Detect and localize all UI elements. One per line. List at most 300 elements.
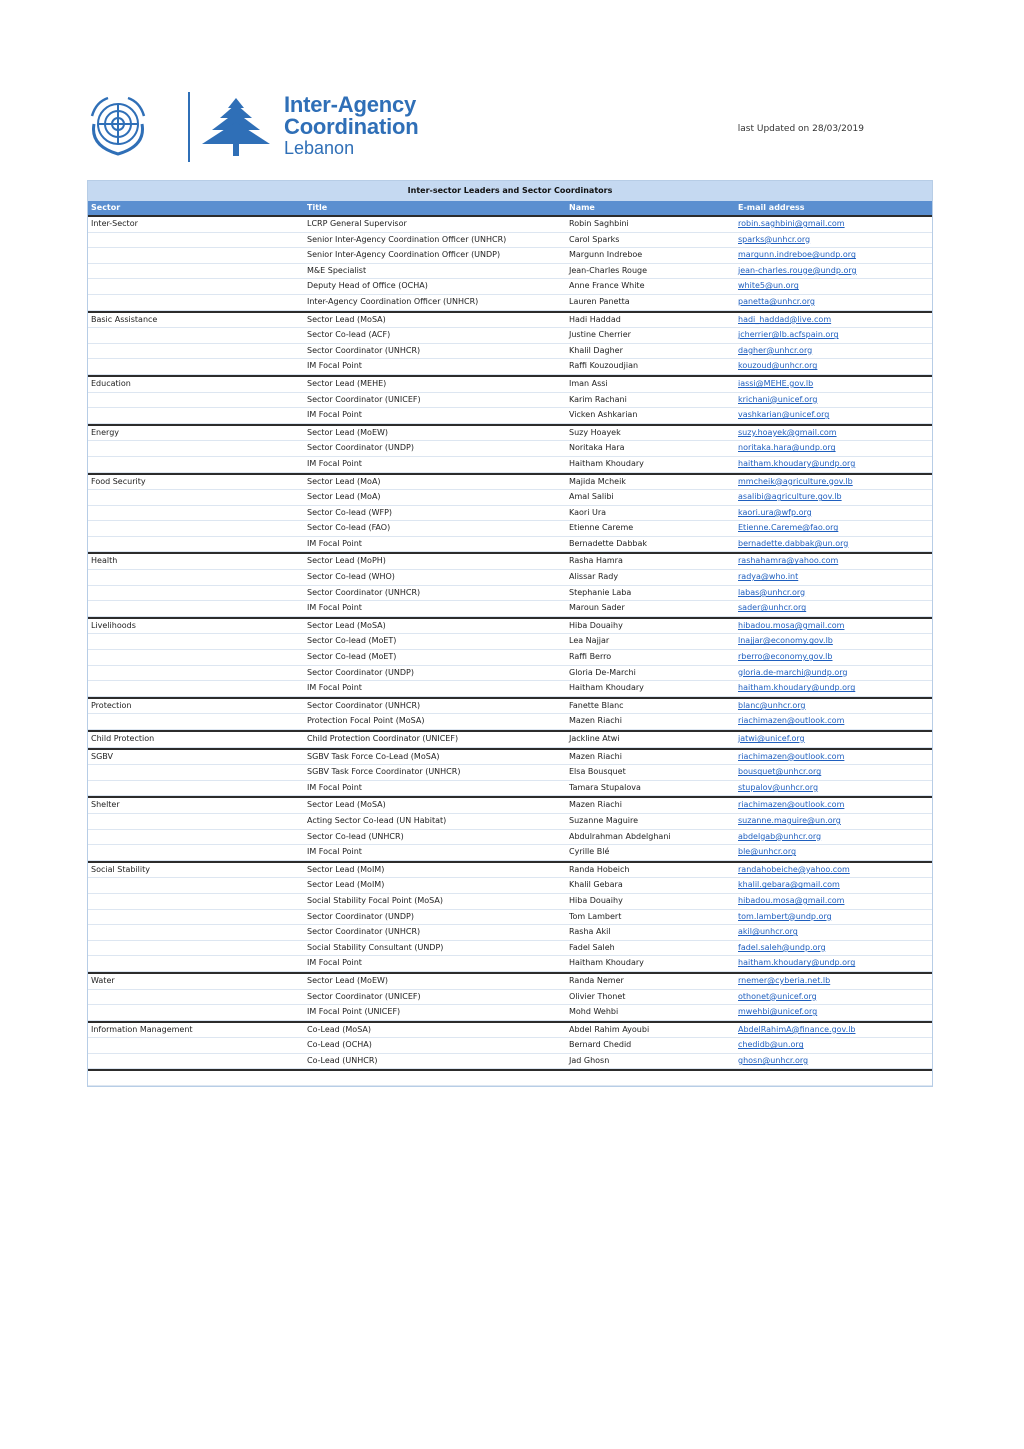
cell-email: [736, 264, 932, 279]
cell-sector: [88, 650, 304, 665]
cell-sector: [88, 894, 304, 909]
table-row: [88, 730, 932, 748]
table-row: [88, 990, 932, 1006]
cell-sector: [88, 586, 304, 601]
cell-name: Mohd Wehbi: [569, 1007, 619, 1017]
email-link[interactable]: kaori.ura@wfp.org: [738, 507, 812, 517]
cell-name: Bernadette Dabbak: [569, 538, 648, 548]
email-link[interactable]: labas@unhcr.org: [738, 587, 806, 597]
cell-email: [736, 1054, 932, 1069]
contacts-table: [87, 180, 933, 1087]
email-link[interactable]: akil@unhcr.org: [738, 927, 798, 937]
table-row: [88, 666, 932, 682]
email-link[interactable]: ghosn@unhcr.org: [738, 1055, 809, 1065]
table-row: [88, 490, 932, 506]
cell-sector: [88, 295, 304, 310]
cell-title: Co-Lead (OCHA): [307, 1040, 372, 1050]
cell-sector: [88, 521, 304, 536]
cell-title: M&E Specialist: [307, 265, 367, 275]
cell-email: [736, 601, 932, 616]
cell-title: Sector Co-lead (MoET): [307, 652, 397, 662]
email-link[interactable]: panetta@unhcr.org: [738, 296, 815, 306]
table-row: [88, 910, 932, 926]
cell-name: Abdel Rahim Ayoubi: [569, 1024, 650, 1034]
cell-email: [736, 408, 932, 423]
cell-email: [736, 974, 932, 989]
cell-email: [736, 666, 932, 681]
email-link[interactable]: lnajjar@economy.gov.lb: [738, 636, 833, 646]
table-row: [88, 521, 932, 537]
cell-title: IM Focal Point: [307, 361, 362, 371]
cell-sector: [88, 666, 304, 681]
email-link[interactable]: margunn.indreboe@undp.org: [738, 250, 856, 260]
cell-title: Child Protection Coordinator (UNICEF): [307, 734, 459, 743]
cell-sector: [88, 878, 304, 893]
table-row: [88, 424, 932, 442]
cell-title: Sector Lead (MoIM): [307, 864, 385, 874]
cell-email: [736, 798, 932, 813]
cell-name: Robin Saghbini: [569, 219, 629, 228]
email-link[interactable]: Etienne.Careme@fao.org: [738, 523, 839, 533]
cell-email: [736, 441, 932, 456]
cell-sector: [88, 408, 304, 423]
cell-name: Raffi Berro: [569, 652, 612, 662]
table-row: [88, 408, 932, 424]
cell-sector: [88, 956, 304, 971]
cell-sector: [88, 1054, 304, 1069]
cell-title: Sector Coordinator (UNHCR): [307, 345, 421, 355]
cell-sector: [88, 681, 304, 696]
cell-name: Olivier Thonet: [569, 991, 626, 1001]
email-link[interactable]: suzy.hoayek@gmail.com: [738, 427, 837, 437]
table-row: [88, 344, 932, 360]
email-link[interactable]: rberro@economy.gov.lb: [738, 652, 833, 662]
table-row: [88, 972, 932, 990]
cell-email: [736, 845, 932, 860]
cell-sector: SGBV: [91, 751, 113, 761]
cell-sector: [88, 344, 304, 359]
cell-title: Sector Co-lead (FAO): [307, 523, 391, 533]
cell-email: [736, 233, 932, 248]
table-row: [88, 956, 932, 972]
email-link[interactable]: rashahamra@yahoo.com: [738, 556, 839, 566]
cell-email: [736, 650, 932, 665]
email-link[interactable]: asalibi@agriculture.gov.lb: [738, 492, 842, 502]
cell-email: [736, 426, 932, 441]
cell-sector: Food Security: [91, 476, 146, 486]
cell-name: Alissar Rady: [569, 572, 619, 582]
cell-sector: Inter-Sector: [91, 219, 138, 228]
email-link[interactable]: AbdelRahimA@finance.gov.lb: [738, 1024, 856, 1034]
cell-title: Sector Coordinator (UNHCR): [307, 587, 421, 597]
table-row: [88, 830, 932, 846]
cell-sector: [88, 941, 304, 956]
email-link[interactable]: abdelgab@unhcr.org: [738, 831, 822, 841]
table-row: [88, 359, 932, 375]
email-link[interactable]: suzanne.maguire@un.org: [738, 815, 841, 825]
cell-sector: [88, 1038, 304, 1053]
cell-sector: [88, 570, 304, 585]
cell-email: [736, 941, 932, 956]
cell-title: IM Focal Point: [307, 538, 362, 548]
email-link[interactable]: sader@unhcr.org: [738, 603, 807, 613]
brand-line-1: Inter-Agency: [284, 92, 417, 117]
cell-title: Sector Coordinator (UNDP): [307, 667, 414, 677]
cell-name: Haitham Khoudary: [569, 683, 644, 693]
cell-sector: Health: [91, 556, 118, 566]
cell-sector: [88, 601, 304, 616]
email-link[interactable]: mwehbi@unicef.org: [738, 1007, 818, 1017]
email-link[interactable]: white5@un.org: [738, 281, 799, 291]
cell-name: Lauren Panetta: [569, 296, 630, 306]
cell-name: Noritaka Hara: [569, 443, 625, 453]
cell-title: Inter-Agency Coordination Officer (UNHCR): [307, 296, 479, 306]
email-link[interactable]: iassi@MEHE.gov.lb: [738, 378, 814, 388]
cell-email: [736, 830, 932, 845]
cell-title: SGBV Task Force Coordinator (UNHCR): [307, 767, 461, 777]
cell-title: IM Focal Point: [307, 410, 362, 420]
table-row: [88, 311, 932, 329]
email-link[interactable]: bernadette.dabbak@un.org: [738, 538, 849, 548]
table-row: [88, 765, 932, 781]
cell-name: Amal Salibi: [569, 492, 614, 502]
table-body: [88, 215, 932, 1086]
cell-email: [736, 765, 932, 780]
cell-name: Abdulrahman Abdelghani: [569, 831, 671, 841]
table-row: [88, 473, 932, 491]
email-link[interactable]: gloria.de-marchi@undp.org: [738, 667, 848, 677]
cell-email: [736, 863, 932, 878]
email-link[interactable]: chedidb@un.org: [738, 1040, 804, 1050]
table-row: [88, 814, 932, 830]
cell-name: Etienne Careme: [569, 523, 634, 533]
table-row: [88, 233, 932, 249]
email-link[interactable]: othonet@unicef.org: [738, 991, 817, 1001]
cell-sector: Child Protection: [91, 734, 155, 743]
cell-name: Jean-Charles Rouge: [569, 265, 648, 275]
cell-title: Protection Focal Point (MoSA): [307, 716, 425, 726]
cell-name: Tom Lambert: [569, 911, 622, 921]
cell-title: Sector Lead (MoA): [307, 492, 381, 502]
cell-email: [736, 248, 932, 263]
email-link[interactable]: jatwi@unicef.org: [738, 734, 805, 743]
email-link[interactable]: haitham.khoudary@undp.org: [738, 458, 856, 468]
cell-name: Randa Nemer: [569, 975, 624, 985]
cell-email: [736, 586, 932, 601]
cell-sector: Livelihoods: [91, 620, 136, 630]
cell-email: [736, 925, 932, 940]
un-emblem-icon: [86, 94, 150, 158]
table-row: [88, 570, 932, 586]
cell-title: Sector Lead (MoEW): [307, 975, 389, 985]
cell-sector: [88, 490, 304, 505]
table-row: [88, 894, 932, 910]
cell-name: Cyrille Blé: [569, 847, 610, 857]
cell-title: Sector Co-lead (MoET): [307, 636, 397, 646]
cell-name: Fanette Blanc: [569, 700, 624, 710]
table-row: [88, 215, 932, 233]
cell-email: [736, 377, 932, 392]
cell-name: Rasha Akil: [569, 927, 611, 937]
table-row: [88, 845, 932, 861]
cell-name: Justine Cherrier: [569, 330, 631, 340]
email-link[interactable]: dagher@unhcr.org: [738, 345, 813, 355]
table-row: [88, 506, 932, 522]
cell-title: Sector Coordinator (UNDP): [307, 443, 414, 453]
cell-email: [736, 359, 932, 374]
cell-title: Sector Co-lead (ACF): [307, 330, 391, 340]
cell-name: Rasha Hamra: [569, 556, 623, 566]
table-row: [88, 537, 932, 553]
cell-sector: [88, 765, 304, 780]
cell-title: Co-Lead (UNHCR): [307, 1055, 378, 1065]
email-link[interactable]: haitham.khoudary@undp.org: [738, 958, 856, 968]
email-link[interactable]: hibadou.mosa@gmail.com: [738, 895, 845, 905]
cell-email: [736, 521, 932, 536]
email-link[interactable]: ble@unhcr.org: [738, 847, 797, 857]
cell-name: Majida Mcheik: [569, 476, 626, 486]
table-row: [88, 295, 932, 311]
cell-name: Haitham Khoudary: [569, 958, 644, 968]
table-row: [88, 1021, 932, 1039]
email-link[interactable]: krichani@unicef.org: [738, 394, 818, 404]
cell-name: Suzy Hoayek: [569, 427, 621, 437]
cell-email: [736, 878, 932, 893]
cell-title: Acting Sector Co-lead (UN Habitat): [307, 815, 447, 825]
cell-title: Social Stability Consultant (UNDP): [307, 942, 444, 952]
cell-sector: [88, 830, 304, 845]
cell-email: [736, 475, 932, 490]
cell-name: Vicken Ashkarian: [569, 410, 638, 420]
email-link[interactable]: robin.saghbini@gmail.com: [738, 219, 845, 228]
page-header: [86, 90, 936, 170]
cell-title: Co-Lead (MoSA): [307, 1024, 372, 1034]
email-link[interactable]: radya@who.int: [738, 572, 799, 582]
cell-sector: [88, 264, 304, 279]
cell-email: [736, 554, 932, 569]
cedar-tree-icon: [200, 96, 272, 158]
cell-sector: [88, 506, 304, 521]
cell-email: [736, 537, 932, 552]
cell-email: [736, 956, 932, 971]
cell-email: [736, 814, 932, 829]
email-link[interactable]: mmcheik@agriculture.gov.lb: [738, 476, 853, 486]
table-row: [88, 457, 932, 473]
cell-email: [736, 393, 932, 408]
cell-sector: Information Management: [91, 1024, 193, 1034]
column-header-title: Title: [307, 203, 328, 212]
table-header-row: [88, 201, 932, 215]
cell-name: Karim Rachani: [569, 394, 627, 404]
email-link[interactable]: vashkarian@unicef.org: [738, 410, 830, 420]
email-link[interactable]: rnemer@cyberia.net.lb: [738, 975, 831, 985]
email-link[interactable]: noritaka.hara@undp.org: [738, 443, 836, 453]
email-link[interactable]: khalil.gebara@gmail.com: [738, 880, 840, 890]
cell-sector: [88, 233, 304, 248]
email-link[interactable]: kouzoud@unhcr.org: [738, 361, 818, 371]
cell-sector: [88, 441, 304, 456]
table-row: [88, 941, 932, 957]
email-link[interactable]: tom.lambert@undp.org: [738, 911, 832, 921]
cell-name: Randa Hobeich: [569, 864, 630, 874]
cell-sector: [88, 393, 304, 408]
table-row: [88, 1005, 932, 1021]
email-link[interactable]: bousquet@unhcr.org: [738, 767, 822, 777]
cell-title: Sector Coordinator (UNHCR): [307, 927, 421, 937]
cell-name: Carol Sparks: [569, 234, 620, 244]
cell-title: Sector Lead (MoSA): [307, 800, 386, 810]
cell-name: Elsa Bousquet: [569, 767, 626, 777]
cell-sector: [88, 537, 304, 552]
cell-name: Mazen Riachi: [569, 716, 622, 726]
cell-sector: Education: [91, 378, 131, 388]
cell-email: [736, 714, 932, 729]
cell-title: IM Focal Point: [307, 603, 362, 613]
cell-title: Social Stability Focal Point (MoSA): [307, 895, 443, 905]
cell-sector: [88, 634, 304, 649]
brand-line-2: Coordination: [284, 114, 419, 139]
cell-sector: [88, 279, 304, 294]
cell-sector: [88, 359, 304, 374]
table-row: [88, 617, 932, 635]
cell-name: Hiba Douaihy: [569, 620, 623, 630]
cell-name: Iman Assi: [569, 378, 608, 388]
email-link[interactable]: riachimazen@outlook.com: [738, 800, 845, 810]
cell-email: [736, 894, 932, 909]
table-row: [88, 279, 932, 295]
last-updated-text: last Updated on 28/03/2019: [737, 124, 864, 134]
table-row: [88, 714, 932, 730]
cell-sector: [88, 845, 304, 860]
email-link[interactable]: hadi_haddad@live.com: [738, 314, 832, 324]
table-row: [88, 375, 932, 393]
cell-title: Sector Lead (MoSA): [307, 620, 386, 630]
cell-name: Margunn Indreboe: [569, 250, 643, 260]
cell-name: Jad Ghosn: [569, 1055, 610, 1065]
cell-title: Sector Lead (MoSA): [307, 314, 386, 324]
email-link[interactable]: sparks@unhcr.org: [738, 234, 811, 244]
cell-name: Mazen Riachi: [569, 800, 622, 810]
table-row: [88, 681, 932, 697]
cell-title: Sector Lead (MoIM): [307, 880, 385, 890]
cell-email: [736, 570, 932, 585]
cell-email: [736, 750, 932, 765]
email-link[interactable]: stupalov@unhcr.org: [738, 782, 819, 792]
email-link[interactable]: riachimazen@outlook.com: [738, 751, 845, 761]
cell-name: Anne France White: [569, 281, 645, 291]
brand-line-3: Lebanon: [284, 138, 355, 158]
cell-name: Hadi Haddad: [569, 314, 621, 324]
cell-name: Bernard Chedid: [569, 1040, 632, 1050]
column-header-email: E-mail address: [738, 203, 805, 212]
table-row: [88, 328, 932, 344]
table-row: [88, 650, 932, 666]
cell-email: [736, 732, 932, 747]
cell-sector: Shelter: [91, 800, 120, 810]
cell-title: Sector Lead (MEHE): [307, 378, 387, 388]
cell-sector: [88, 910, 304, 925]
cell-email: [736, 619, 932, 634]
table-row: [88, 796, 932, 814]
cell-title: IM Focal Point (UNICEF): [307, 1007, 401, 1017]
table-row: [88, 697, 932, 715]
table-row: [88, 861, 932, 879]
email-link[interactable]: jean-charles.rouge@undp.org: [738, 265, 857, 275]
cell-email: [736, 1005, 932, 1020]
cell-title: Sector Lead (MoPH): [307, 556, 386, 566]
cell-sector: [88, 814, 304, 829]
table-row: [88, 552, 932, 570]
cell-sector: [88, 248, 304, 263]
table-title: Inter-sector Leaders and Sector Coordinators: [88, 181, 932, 201]
cell-name: Raffi Kouzoudjian: [569, 361, 639, 371]
cell-title: Sector Coordinator (UNDP): [307, 911, 414, 921]
email-link[interactable]: randahobeiche@yahoo.com: [738, 864, 850, 874]
cell-email: [736, 313, 932, 328]
cell-title: Senior Inter-Agency Coordination Officer (UNHCR): [307, 234, 507, 244]
cell-email: [736, 328, 932, 343]
cell-email: [736, 344, 932, 359]
table-row: [88, 441, 932, 457]
cell-title: SGBV Task Force Co-Lead (MoSA): [307, 751, 440, 761]
cell-email: [736, 699, 932, 714]
table-row: [88, 1038, 932, 1054]
email-link[interactable]: blanc@unhcr.org: [738, 700, 806, 710]
table-row-empty: [88, 1069, 932, 1086]
cell-title: Sector Co-lead (WHO): [307, 572, 395, 582]
cell-sector: [88, 328, 304, 343]
cell-sector: Basic Assistance: [91, 314, 158, 324]
cell-name: Khalil Gebara: [569, 880, 623, 890]
cell-name: Kaori Ura: [569, 507, 607, 517]
cell-email: [736, 990, 932, 1005]
email-link[interactable]: fadel.saleh@undp.org: [738, 942, 826, 952]
cell-email: [736, 910, 932, 925]
table-row: [88, 781, 932, 797]
cell-email: [736, 217, 932, 232]
cell-name: Khalil Dagher: [569, 345, 623, 355]
cell-title: IM Focal Point: [307, 847, 362, 857]
cell-title: Sector Lead (MoA): [307, 476, 381, 486]
column-header-sector: Sector: [91, 203, 121, 212]
cell-email: [736, 1038, 932, 1053]
cell-sector: [88, 925, 304, 940]
cell-title: LCRP General Supervisor: [307, 219, 407, 228]
cell-title: Sector Co-lead (UNHCR): [307, 831, 404, 841]
cell-sector: Energy: [91, 427, 120, 437]
cell-title: Sector Coordinator (UNICEF): [307, 991, 421, 1001]
email-link[interactable]: riachimazen@outlook.com: [738, 716, 845, 726]
cell-sector: [88, 457, 304, 472]
cell-sector: [88, 1005, 304, 1020]
cell-name: Fadel Saleh: [569, 942, 615, 952]
cell-email: [736, 634, 932, 649]
cell-title: IM Focal Point: [307, 458, 362, 468]
cell-name: Haitham Khoudary: [569, 458, 644, 468]
table-row: [88, 393, 932, 409]
cell-name: Jackline Atwi: [569, 734, 620, 743]
cell-title: Sector Coordinator (UNHCR): [307, 700, 421, 710]
email-link[interactable]: jcherrier@lb.acfspain.org: [738, 330, 839, 340]
cell-title: Senior Inter-Agency Coordination Officer (UNDP): [307, 250, 501, 260]
email-link[interactable]: hibadou.mosa@gmail.com: [738, 620, 845, 630]
cell-name: Maroun Sader: [569, 603, 625, 613]
email-link[interactable]: haitham.khoudary@undp.org: [738, 683, 856, 693]
cell-sector: [88, 781, 304, 796]
cell-title: Sector Lead (MoEW): [307, 427, 389, 437]
cell-sector: [88, 990, 304, 1005]
table-row: [88, 878, 932, 894]
